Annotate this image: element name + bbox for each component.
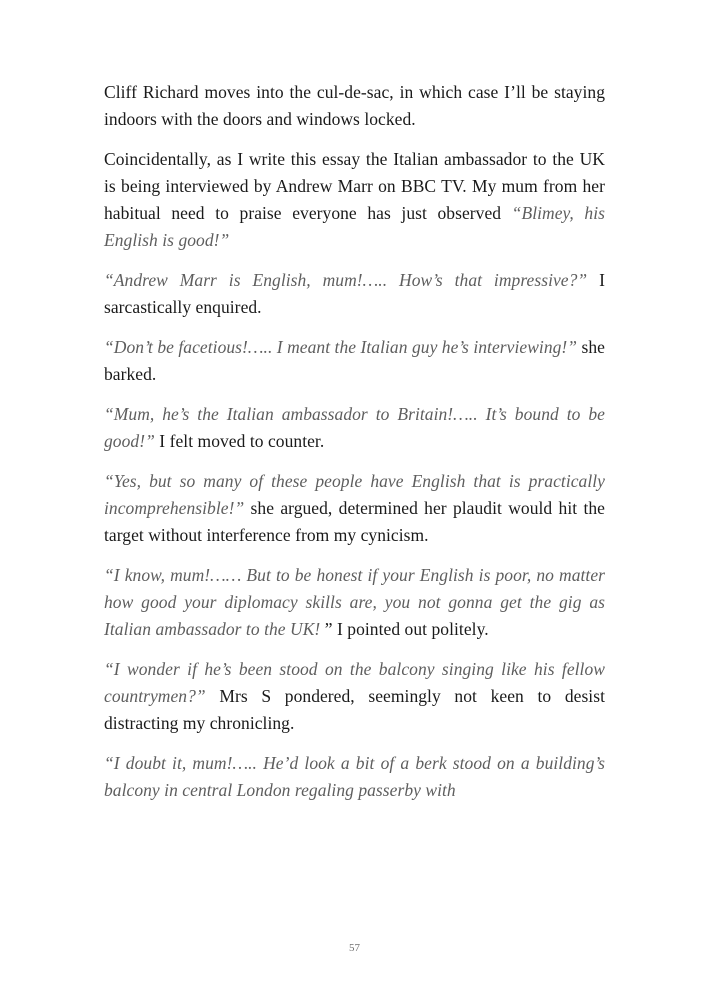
narration-text: ” I pointed out politely. — [324, 619, 489, 639]
paragraph — [104, 267, 605, 321]
narration-text: Mrs S pondered, seemingly not keen to desist distracting my chronicling. — [104, 686, 605, 733]
dialogue-quote: “Blimey, his English is good!” — [104, 203, 605, 250]
page-number: 57 — [349, 942, 360, 954]
narration-text: Cliff Richard moves into the cul-de-sac, in which case I’ll be staying indoors with the doors and windows locked. — [104, 82, 605, 129]
narration-text: Coincidentally, as I write this essay the Italian ambassador to the UK is being interviewed by Andrew Marr on BBC TV. My mum from her habitual need to praise everyone has just observed — [104, 149, 605, 223]
paragraph — [104, 401, 605, 455]
narration-text: I felt moved to counter. — [154, 431, 325, 451]
dialogue-quote: “I doubt it, mum!….. He’d look a bit of a berk stood on a building’s balcony in central London regaling passerby with — [104, 753, 605, 800]
paragraph — [104, 562, 605, 643]
narration-text: she argued, determined her plaudit would hit the target without interference from my cynicism. — [104, 498, 605, 545]
narration-text: she barked. — [104, 337, 606, 384]
dialogue-quote: “I wonder if he’s been stood on the balcony singing like his fellow countrymen?” — [104, 659, 605, 706]
paragraph — [104, 334, 605, 388]
paragraph — [104, 750, 605, 804]
paragraph — [104, 656, 605, 737]
narration-text: I sarcastically enquired. — [104, 270, 605, 317]
body-text — [104, 79, 605, 817]
paragraph — [104, 146, 605, 254]
dialogue-quote: “Mum, he’s the Italian ambassador to Britain!….. It’s bound to be good!” — [104, 404, 605, 451]
paragraph — [104, 468, 605, 549]
paragraph — [104, 79, 605, 133]
dialogue-quote: “Andrew Marr is English, mum!….. How’s that impressive?” — [104, 270, 588, 290]
dialogue-quote: “I know, mum!…… But to be honest if your English is poor, no matter how good your diplomacy skills are, you not gonna get the gig as Italian ambassador to the UK! — [104, 565, 605, 639]
dialogue-quote: “Don’t be facetious!….. I meant the Italian guy he’s interviewing!” — [104, 337, 578, 357]
dialogue-quote: “Yes, but so many of these people have English that is practically incomprehensible!” — [104, 471, 605, 518]
